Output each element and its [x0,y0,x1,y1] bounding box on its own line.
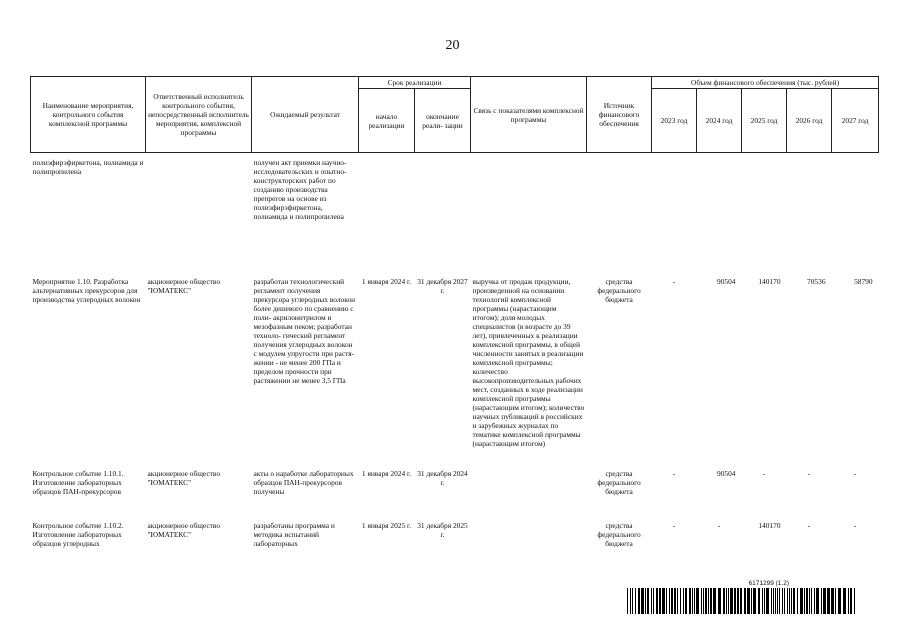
barcode-block [627,580,859,614]
header-year-2025: 2025 год [742,89,787,153]
header-year-2024: 2024 год [697,89,742,153]
cell-2024 [697,158,742,277]
barcode-icon [627,588,859,614]
cell-2025: 140170 [758,520,781,530]
cell-2027: 58790 [854,276,873,286]
header-source: Источник финансового обеспечения [587,77,652,153]
cell-name: Контрольное событие 1.10.2. Изготовление лабораторных образцов углеродных [32,520,124,548]
cell-2026: - [807,520,811,530]
header-year-2023: 2023 год [652,89,697,153]
header-period-group: Срок реализации [359,77,471,89]
cell-start: 1 января 2025 г. [361,520,412,530]
header-name: Наименование мероприятия, контрольного события комплексной программы [31,77,146,153]
cell-responsible: акционерное общество "ЮМАТЕКС" [147,468,221,487]
barcode-label: 6171299 (1.2) [748,580,789,587]
cell-link [471,158,587,277]
cell-source [587,158,652,277]
cell-start: 1 января 2024 г. [361,468,412,478]
cell-2023 [652,158,697,277]
cell-2024: 90504 [717,468,736,478]
header-responsible: Ответственный исполнитель контрольного события, непосредственный исполнитель мероприятия, комплексной программы [146,77,252,153]
cell-2026: 70536 [807,276,826,286]
cell-name: Контрольное событие 1.10.1. Изготовление лабораторных образцов ПАН-прекурсоров [32,468,124,496]
cell-2025: 140170 [758,276,781,286]
header-period-end: окончание реали- зации [415,89,471,153]
table-row [31,521,879,561]
cell-end [415,158,471,277]
cell-source: средства федерального бюджета [597,520,641,548]
cell-2023: - [672,276,676,286]
cell-start [359,158,415,277]
cell-start: 1 января 2024 г. [361,276,412,286]
cell-end: 31 декабря 2025 г. [417,520,468,539]
cell-2026: - [807,468,811,478]
cell-name: полиэфирэфиркетона, полиамида и полипропилена [32,157,144,176]
header-year-2027: 2027 год [832,89,879,153]
table-row [31,469,879,521]
header-year-2026: 2026 год [787,89,832,153]
cell-2027: - [853,520,857,530]
header-finance-group: Объем финансового обеспечения (тыс. рублей) [652,77,879,89]
cell-2025: - [762,468,766,478]
cell-2026 [787,158,832,277]
cell-responsible [146,158,252,277]
cell-2023: - [672,468,676,478]
cell-result: разработаны программа и методика испытаний лабораторных [253,520,335,548]
cell-source: средства федерального бюджета [597,468,641,496]
cell-2023: - [672,520,676,530]
header-link: Связь с показателями комплексной программы [471,77,587,153]
cell-result: акты о наработке лабораторных образцов ПАН-прекурсоров получены [253,468,354,496]
cell-name: Мероприятие 1.10. Разработка альтернативных прекурсоров для производства углеродных волокон [32,276,141,304]
program-table [30,76,879,561]
cell-2025 [742,158,787,277]
cell-2024: - [717,520,721,530]
cell-result: получен акт приемки научно-исследовательских и опытно-конструкторских работ по созданию производства препрегов на основе из полиэфирэфиркетона, полиамида и полипропилена [253,157,347,221]
cell-end: 31 декабря 2024 г. [417,468,468,487]
header-result: Ожидаемый результат [252,77,359,153]
cell-2024: 90504 [717,276,736,286]
cell-2027 [832,158,879,277]
cell-end: 31 декабря 2027 г. [417,276,468,295]
cell-source: средства федерального бюджета [597,276,641,304]
cell-link: выручка от продаж продукции, произведенной на основании технологий комплексной программы (нарастающим итогом); доля молодых специалистов (в возрасте до 39 лет), привлеченных к реализации комплексной программы, в общей численности занятых в реализации комплексной программы; количество высокопроизводительных рабочих мест, созданных в ходе реализации комплексной программы (нарастающим итогом); количество научных публикаций в российских и зарубежных журналах по тематике комплексной программы (нарастающим итогом) [472,276,585,448]
cell-result: разработан технологический регламент получения прекурсора углеродных волокон более дешевого по сравнению с поли- акрилонитрилом и мезофазным пеком; разработан техноло- гический регламент получения углеродных волокон с модулем упругости при растя- жении - не менее 200 ГПа и пределом прочности при растяжении не менее 3,5 ГПа [253,276,356,385]
table-row [31,158,879,277]
cell-2027: - [853,468,857,478]
table-row [31,277,879,469]
cell-responsible: акционерное общество "ЮМАТЕКС" [147,520,221,539]
cell-responsible: акционерное общество "ЮМАТЕКС" [147,276,221,295]
page-number: 20 [445,38,460,53]
header-period-start: начало реализации [359,89,415,153]
